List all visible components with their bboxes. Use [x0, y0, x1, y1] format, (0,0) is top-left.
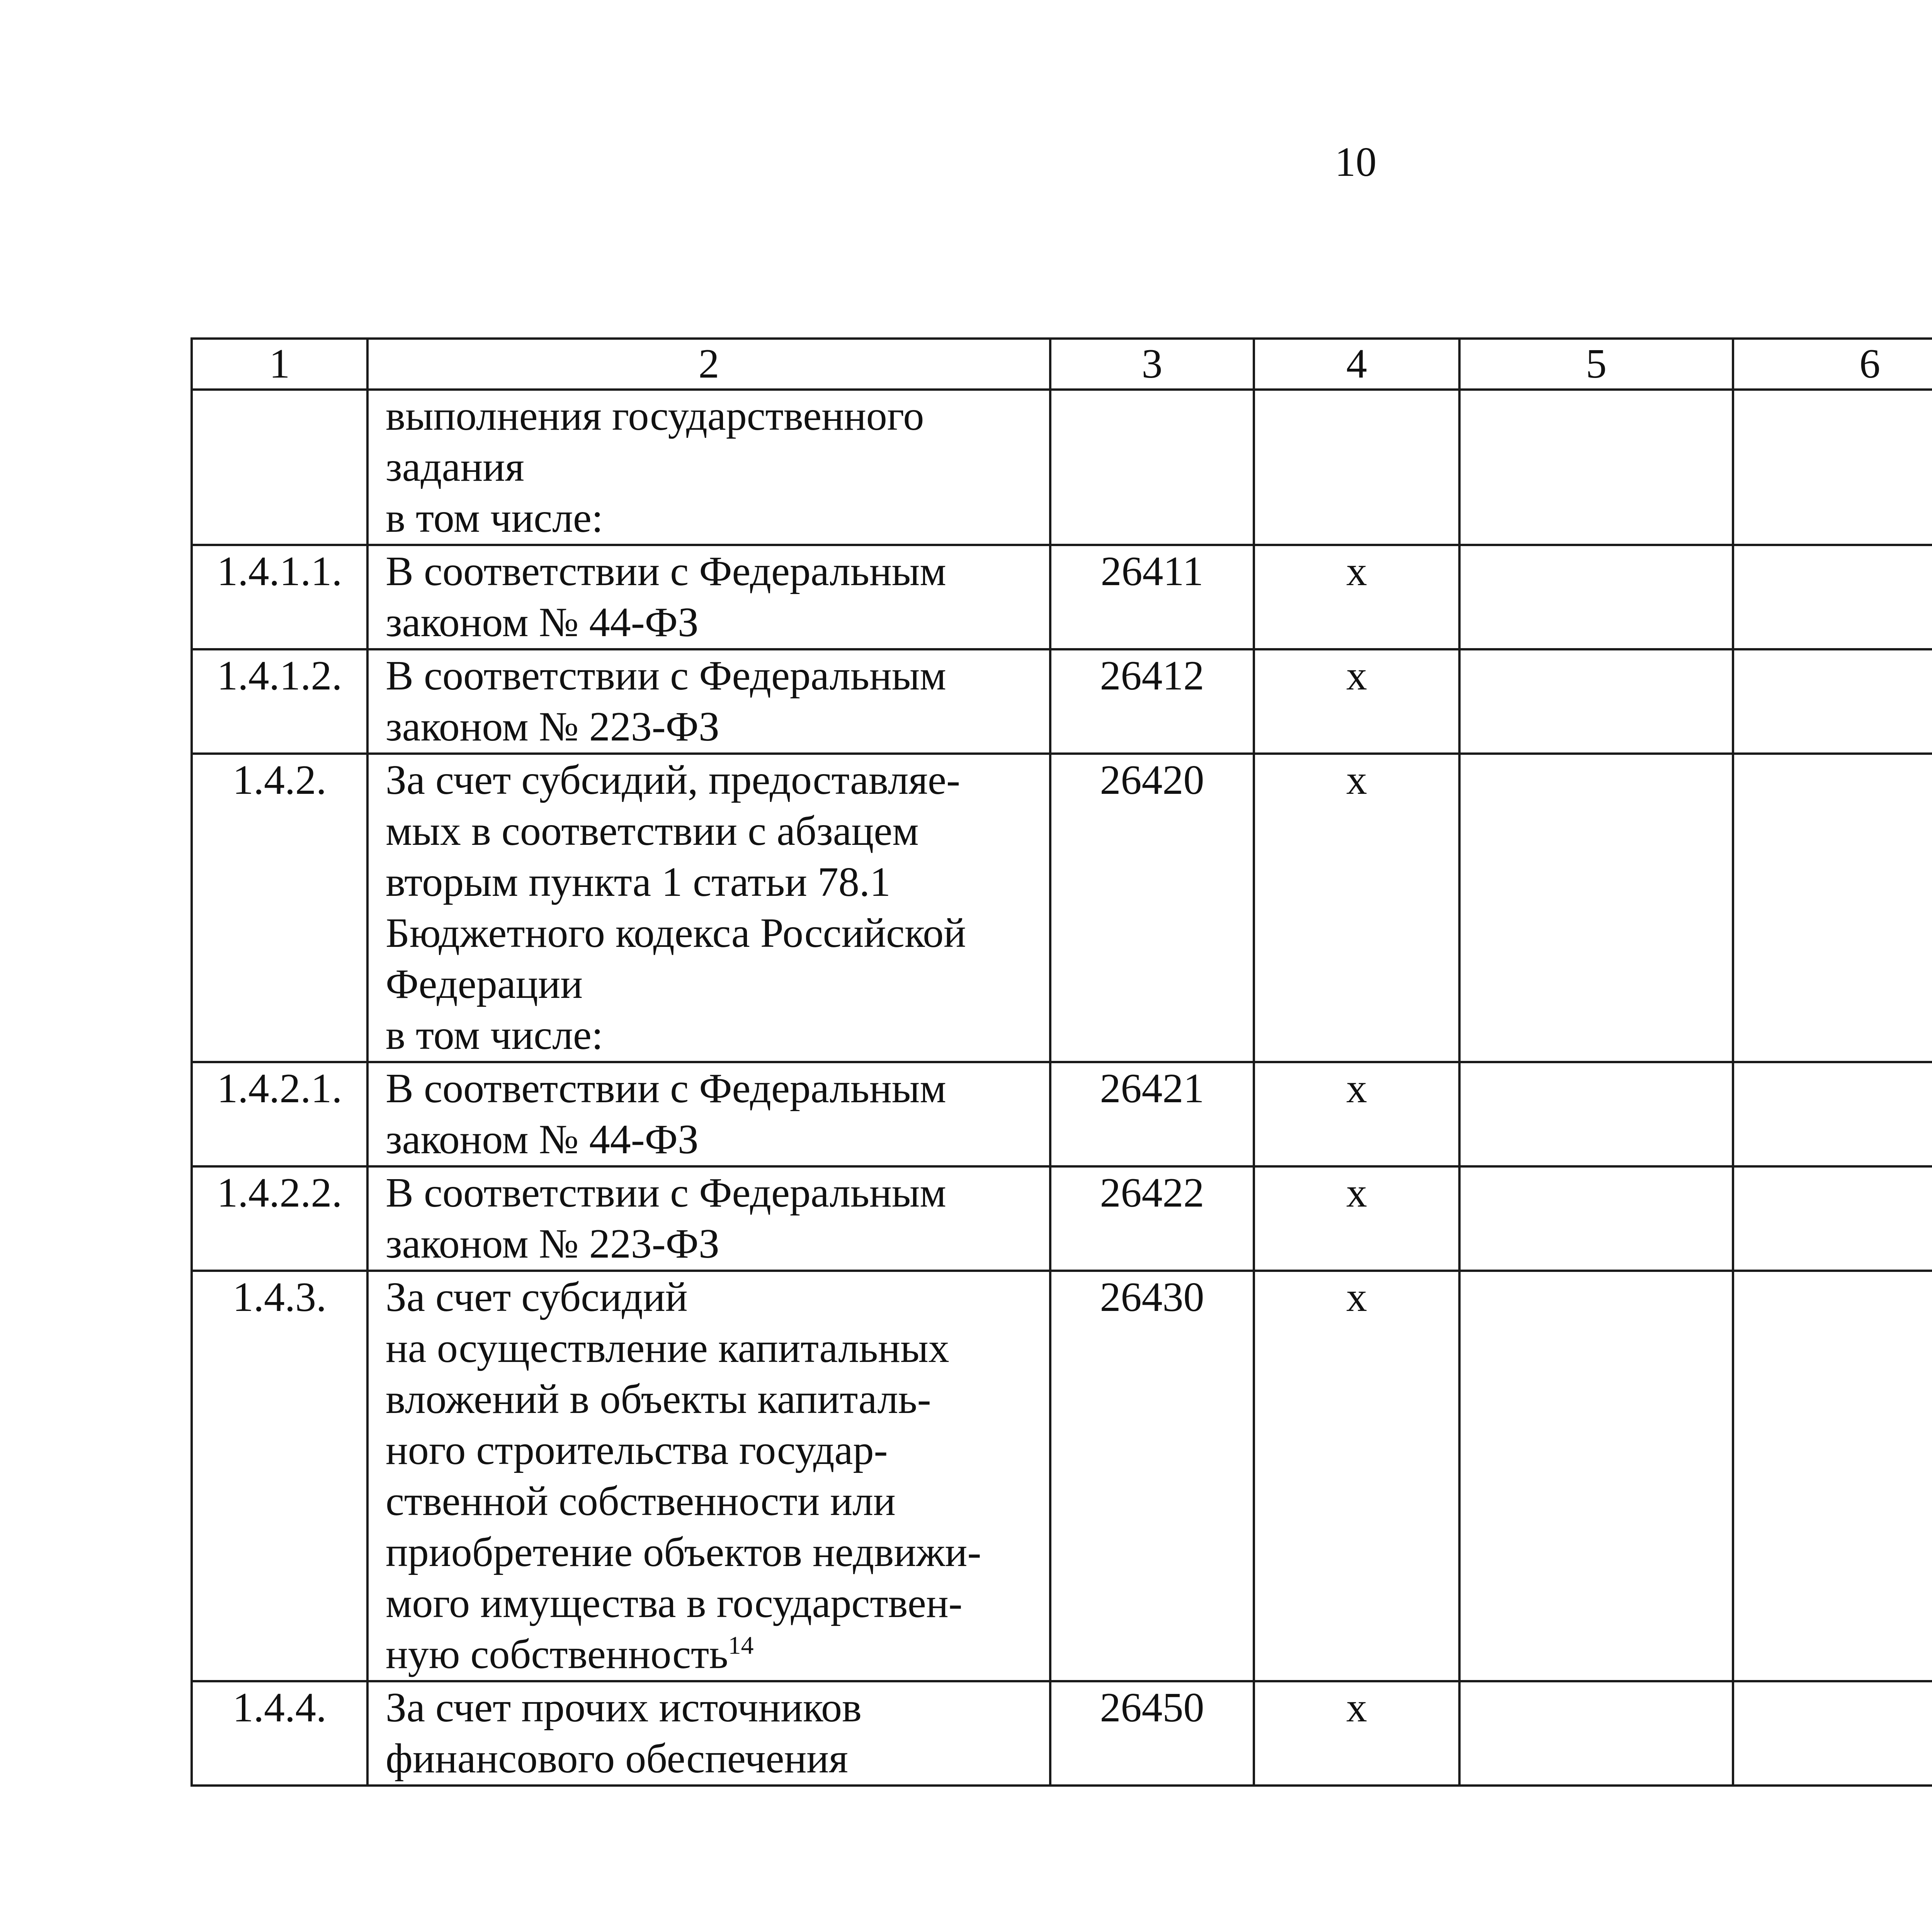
row-number-cell: 1.4.3.	[192, 1271, 367, 1681]
description-line-text: Федерации	[386, 961, 583, 1007]
description-line	[386, 1527, 1041, 1578]
description-line	[386, 1219, 1041, 1270]
description-line-text: приобретение объектов недвижи-	[386, 1529, 981, 1575]
column-4-cell: x	[1254, 1166, 1459, 1271]
description-line-text: вторым пункта 1 статьи 78.1	[386, 859, 891, 905]
column-4-cell: x	[1254, 1271, 1459, 1681]
description-line-text: За счет субсидий, предоставляе-	[386, 757, 960, 803]
code-cell: 26450	[1050, 1681, 1254, 1786]
description-line	[386, 1374, 1041, 1425]
empty-cell-col-6	[1733, 649, 1932, 754]
table-row	[192, 1681, 1932, 1786]
description-line-text: задания	[386, 444, 524, 490]
description-line-text: выполнения государственного	[386, 393, 924, 439]
row-number-cell: 1.4.1.2.	[192, 649, 367, 754]
header-row	[192, 339, 1932, 390]
description-line-text: мых в соответствии с абзацем	[386, 808, 919, 854]
code-cell: 26422	[1050, 1166, 1254, 1271]
empty-cell-col-6	[1733, 1062, 1932, 1166]
description-cell	[367, 390, 1050, 545]
column-4-cell: x	[1254, 1681, 1459, 1786]
description-line-text: законом № 44-ФЗ	[386, 599, 699, 645]
table-body	[192, 390, 1932, 1786]
description-line-text: В соответствии с Федеральным	[386, 1170, 946, 1216]
table-row	[192, 649, 1932, 754]
description-line-text: За счет прочих источников	[386, 1685, 862, 1731]
row-number-cell: 1.4.4.	[192, 1681, 367, 1786]
code-cell	[1050, 390, 1254, 545]
code-cell: 26430	[1050, 1271, 1254, 1681]
description-line	[386, 493, 1041, 544]
empty-cell-col-5	[1459, 1681, 1733, 1786]
description-line-text: на осуществление капитальных	[386, 1325, 949, 1371]
row-number-cell: 1.4.2.1.	[192, 1062, 367, 1166]
table-row	[192, 1166, 1932, 1271]
description-cell	[367, 1062, 1050, 1166]
code-cell: 26420	[1050, 754, 1254, 1062]
empty-cell-col-6	[1733, 545, 1932, 649]
description-line	[386, 701, 1041, 752]
description-line-text: законом № 44-ФЗ	[386, 1117, 699, 1163]
table-row	[192, 754, 1932, 1062]
description-line	[386, 1578, 1041, 1629]
column-header: 4	[1254, 339, 1459, 390]
description-line-text: в том числе:	[386, 1012, 603, 1058]
description-line	[386, 1733, 1041, 1784]
column-4-cell: x	[1254, 649, 1459, 754]
empty-cell-col-6	[1733, 1681, 1932, 1786]
table-row	[192, 1271, 1932, 1681]
description-line	[386, 1063, 1041, 1114]
column-header: 1	[192, 339, 367, 390]
description-line-text: мого имущества в государствен-	[386, 1580, 963, 1626]
description-cell	[367, 1271, 1050, 1681]
empty-cell-col-6	[1733, 1271, 1932, 1681]
table-row	[192, 545, 1932, 649]
description-line	[386, 1629, 1041, 1680]
column-4-cell	[1254, 390, 1459, 545]
empty-cell-col-5	[1459, 1166, 1733, 1271]
page-number: 10	[1335, 139, 1377, 185]
empty-cell-col-6	[1733, 754, 1932, 1062]
description-line-text: ную собственность	[386, 1631, 728, 1677]
description-line	[386, 1323, 1041, 1374]
description-line	[386, 857, 1041, 908]
description-line	[386, 1682, 1041, 1733]
description-line-text: вложений в объекты капиталь-	[386, 1376, 931, 1422]
description-line	[386, 1114, 1041, 1165]
empty-cell-col-5	[1459, 390, 1733, 545]
description-line	[386, 391, 1041, 442]
code-cell: 26421	[1050, 1062, 1254, 1166]
description-cell	[367, 545, 1050, 649]
description-line	[386, 597, 1041, 648]
footnote-marker: 14	[728, 1631, 754, 1660]
row-number-cell: 1.4.1.1.	[192, 545, 367, 649]
description-line-text: В соответствии с Федеральным	[386, 548, 946, 594]
column-header: 5	[1459, 339, 1733, 390]
description-cell	[367, 1681, 1050, 1786]
description-line	[386, 1272, 1041, 1323]
table-row	[192, 390, 1932, 545]
description-line	[386, 546, 1041, 597]
code-cell: 26412	[1050, 649, 1254, 754]
description-line	[386, 806, 1041, 857]
column-4-cell: x	[1254, 545, 1459, 649]
description-line-text: За счет субсидий	[386, 1274, 688, 1320]
description-line-text: Бюджетного кодекса Российской	[386, 910, 966, 956]
description-line-text: финансового обеспечения	[386, 1736, 848, 1782]
description-line-text: В соответствии с Федеральным	[386, 1066, 946, 1112]
description-line-text: В соответствии с Федеральным	[386, 653, 946, 699]
description-line	[386, 442, 1041, 493]
description-line-text: законом № 223-ФЗ	[386, 704, 720, 750]
description-line-text: законом № 223-ФЗ	[386, 1221, 720, 1267]
empty-cell-col-5	[1459, 1062, 1733, 1166]
empty-cell-col-5	[1459, 545, 1733, 649]
description-line	[386, 1425, 1041, 1476]
code-cell: 26411	[1050, 545, 1254, 649]
empty-cell-col-6	[1733, 1166, 1932, 1271]
row-number-cell: 1.4.2.2.	[192, 1166, 367, 1271]
description-cell	[367, 754, 1050, 1062]
description-line	[386, 908, 1041, 959]
description-line-text: ного строительства государ-	[386, 1427, 888, 1473]
description-line	[386, 1168, 1041, 1219]
description-line-text: в том числе:	[386, 495, 603, 541]
description-line	[386, 1010, 1041, 1061]
column-header: 2	[367, 339, 1050, 390]
empty-cell-col-5	[1459, 1271, 1733, 1681]
column-header: 3	[1050, 339, 1254, 390]
empty-cell-col-5	[1459, 754, 1733, 1062]
description-line	[386, 959, 1041, 1010]
row-number-cell	[192, 390, 367, 545]
data-table	[190, 337, 1932, 1787]
description-line	[386, 650, 1041, 701]
description-cell	[367, 1166, 1050, 1271]
table-row	[192, 1062, 1932, 1166]
column-header: 6	[1733, 339, 1932, 390]
column-4-cell: x	[1254, 1062, 1459, 1166]
row-number-cell: 1.4.2.	[192, 754, 367, 1062]
description-cell	[367, 649, 1050, 754]
description-line-text: ственной собственности или	[386, 1478, 896, 1524]
empty-cell-col-5	[1459, 649, 1733, 754]
empty-cell-col-6	[1733, 390, 1932, 545]
description-line	[386, 755, 1041, 806]
column-4-cell: x	[1254, 754, 1459, 1062]
description-line	[386, 1476, 1041, 1527]
